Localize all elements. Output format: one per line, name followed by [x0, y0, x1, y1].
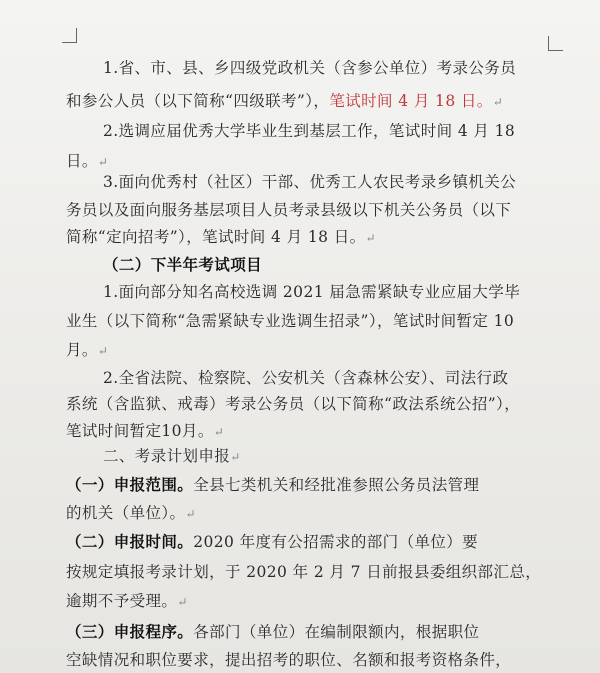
text-line	[0, 557, 600, 587]
crop-mark-top-right	[548, 36, 563, 51]
text-run: 2020 年度有公招需求的部门（单位）要	[193, 533, 479, 551]
section-heading: （二）下半年考试项目	[103, 255, 263, 274]
paragraph-mark: ↵	[97, 344, 109, 358]
text-line	[0, 586, 600, 616]
subheading: （一）申报范围。	[66, 475, 194, 494]
text-line	[0, 53, 600, 83]
paragraph-mark: ↵	[492, 95, 504, 109]
text-run: 的机关（单位）。	[66, 504, 186, 522]
text-line	[0, 389, 600, 419]
text-line	[0, 527, 600, 557]
text-run: 3.面向优秀村（社区）干部、优秀工人农民考录乡镇机关公	[103, 173, 517, 191]
text-line	[0, 498, 600, 528]
text-line	[0, 86, 600, 116]
paragraph-mark: ↵	[97, 155, 109, 169]
text-line	[0, 116, 600, 146]
subheading: （二）申报时间。	[66, 532, 194, 551]
crop-mark-top-left	[62, 28, 77, 43]
text-run: 按规定填报考录计划，于 2020 年 2 月 7 日前报县委组织部汇总，	[66, 563, 542, 581]
text-run: 月。	[66, 341, 98, 359]
text-run: 各部门（单位）在编制限额内，根据职位	[193, 623, 480, 641]
subheading: （三）申报程序。	[66, 622, 194, 641]
text-run: 2.全省法院、检察院、公安机关（含森林公安）、司法行政	[103, 369, 509, 387]
text-run: 务员以及面向服务基层项目人员考录县级以下机关公务员（以下	[66, 201, 512, 219]
text-run: 日。	[66, 152, 98, 170]
text-run: 1.面向部分知名高校选调 2021 届急需紧缺专业应届大学毕	[103, 283, 521, 301]
text-run: 1.省、市、县、乡四级党政机关（含参公单位）考录公务员	[103, 59, 517, 77]
paragraph-mark: ↵	[365, 231, 376, 245]
text-run: 笔试时间暂定10月。	[66, 422, 214, 440]
section-heading: 二、考录计划申报	[103, 447, 231, 465]
text-run: 全县七类机关和经批准参照公务员法管理	[193, 476, 480, 494]
text-run: 简称“定向招考”），笔试时间 4 月 18 日。	[66, 228, 366, 246]
text-line	[0, 277, 600, 307]
text-run: 空缺情况和职位要求，提出招考的职位、名额和报考资格条件，	[66, 651, 512, 669]
text-line	[0, 222, 600, 252]
paragraph-mark: ↵	[177, 595, 188, 609]
text-line	[0, 645, 600, 673]
text-line	[0, 470, 600, 500]
text-line	[0, 617, 600, 647]
text-run: 2.选调应届优秀大学毕业生到基层工作，笔试时间 4 月 18	[103, 122, 516, 140]
text-run: 系统（含监狱、戒毒）考录公务员（以下简称“政法系统公招”），	[66, 395, 521, 413]
text-line	[0, 441, 600, 471]
paragraph-mark: ↵	[185, 507, 196, 521]
text-line	[0, 195, 600, 225]
text-line	[0, 167, 600, 197]
text-run: 业生（以下简称“急需紧缺专业选调生招录”），笔试时间暂定 10	[66, 312, 515, 330]
text-line	[0, 306, 600, 336]
paragraph-mark: ↵	[230, 450, 241, 464]
paragraph-mark: ↵	[213, 425, 225, 439]
text-run: 逾期不予受理。	[66, 592, 178, 610]
text-run: 和参公人员（以下简称“四级联考”），	[66, 92, 330, 110]
text-line	[0, 335, 600, 365]
highlighted-exam-time: 笔试时间 4 月 18 日。	[329, 92, 493, 110]
text-line	[0, 250, 600, 280]
